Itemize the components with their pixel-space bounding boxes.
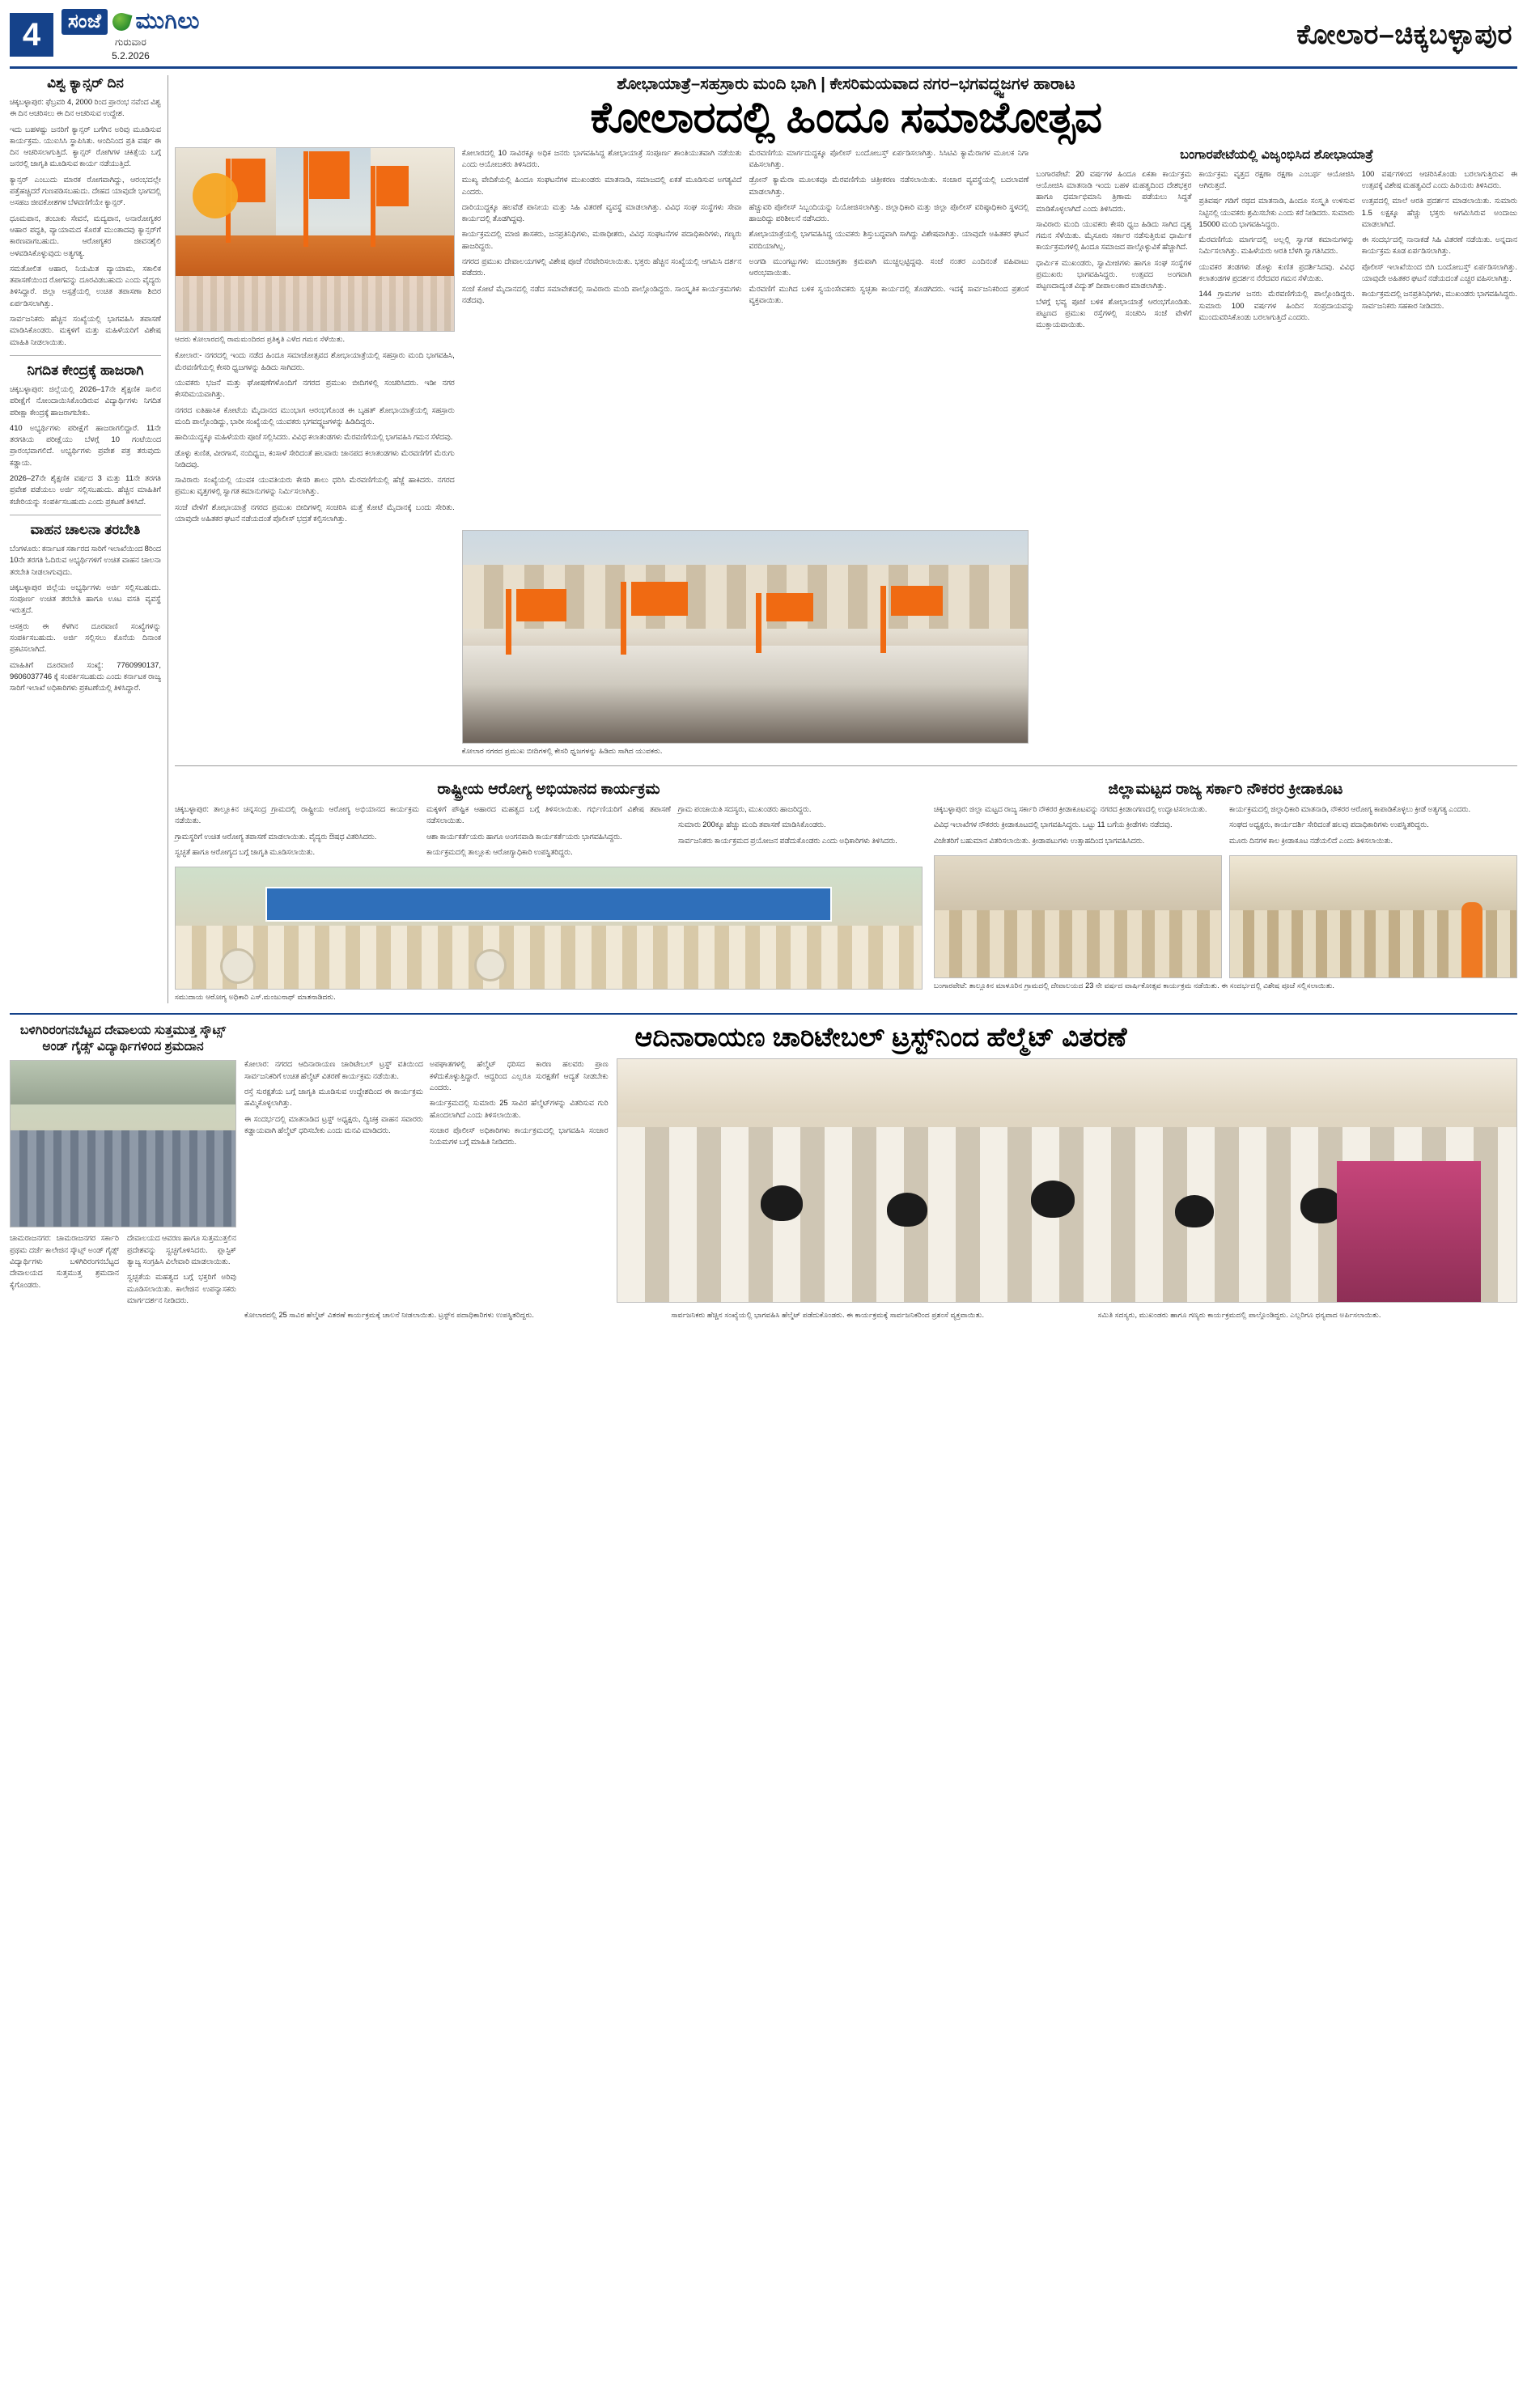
paragraph: ಸಮತೋಲಿತ ಆಹಾರ, ನಿಯಮಿತ ವ್ಯಾಯಾಮ, ಸಕಾಲಿಕ ತಪಾಸಣೆಯಿಂದ ರೋಗವನ್ನು ದೂರವಿಡಬಹುದು ಎಂದು ವೈದ್ಯರು ತಿಳಿಸಿದ್ದಾರೆ. ಜಿಲ್ಲಾ ಆಸ್ಪತ್ರೆಯಲ್ಲಿ ಉಚಿತ ತಪಾಸಣಾ ಶಿಬಿರ ಏರ್ಪಡಿಸಲಾಗಿತ್ತು.	[10, 263, 161, 307]
rail-story-1-title: ವಿಶ್ವ ಕ್ಯಾನ್ಸರ್ ದಿನ	[47, 75, 124, 91]
paragraph: ಗ್ರಾಮ ಪಂಚಾಯಿತಿ ಸದಸ್ಯರು, ಮುಖಂಡರು ಹಾಜರಿದ್ದರು.	[677, 804, 812, 814]
paragraph: ಸಾರ್ವಜನಿಕರು ಕಾರ್ಯಕ್ರಮದ ಪ್ರಯೋಜನ ಪಡೆದುಕೊಂಡರು ಎಂದು ಅಧಿಕಾರಿಗಳು ತಿಳಿಸಿದರು.	[677, 835, 897, 845]
procession-photo-1	[175, 147, 455, 332]
lead-column-2-text	[462, 147, 742, 307]
health-col-1	[175, 803, 419, 862]
publication-logo	[62, 8, 200, 61]
paragraph: ಬೆಳಗ್ಗೆ ಭವ್ಯ ಪೂಜೆ ಬಳಿಕ ಶೋಭಾಯಾತ್ರೆ ಆರಂಭಗೊಂಡಿತು. ಪಟ್ಟಣದ ಪ್ರಮುಖ ರಸ್ತೆಗಳಲ್ಲಿ ಸಂಚರಿಸಿ ಸಂಜೆ ವೇಳೆಗೆ ಮುಕ್ತಾಯವಾಯಿತು.	[1036, 296, 1192, 329]
paragraph: ಕಾರ್ಯಕ್ರಮ ವೃತ್ತದ ರಕ್ಷಣಾ ರಕ್ಷಣಾ ಎಂಬರ್ಥ ಆಯೋಜಿಸಿ ಆಗಿರುತ್ತದೆ.	[1198, 168, 1355, 189]
rail-story-3-body	[10, 543, 161, 694]
paragraph: ಧಾರ್ಮಿಕ ಮುಖಂಡರು, ಸ್ವಾಮೀಜಿಗಳು ಹಾಗೂ ಸಂಘ ಸಂಸ್ಥೆಗಳ ಪ್ರಮುಖರು ಭಾಗವಹಿಸಿದ್ದರು. ಉತ್ಸವದ ಅಂಗವಾಗಿ ಪಟ್ಟಣದಾದ್ಯಂತ ವಿದ್ಯುತ್ ದೀಪಾಲಂಕಾರ ಮಾಡಲಾಗಿತ್ತು.	[1036, 257, 1192, 290]
content-area	[175, 75, 1517, 1003]
paragraph: ಮುಖ್ಯ ವೇದಿಕೆಯಲ್ಲಿ ಹಿಂದೂ ಸಂಘಟನೆಗಳ ಮುಖಂಡರು ಮಾತನಾಡಿ, ಸಮಾಜದಲ್ಲಿ ಏಕತೆ ಮೂಡಿಸುವ ಅಗತ್ಯವಿದೆ ಎಂದರು.	[461, 175, 742, 196]
paragraph: ಚಿಕ್ಕಬಳ್ಳಾಪುರ ಜಿಲ್ಲೆಯ ಅಭ್ಯರ್ಥಿಗಳು ಅರ್ಜಿ ಸಲ್ಲಿಸಬಹುದು. ಸಂಪೂರ್ಣ ಉಚಿತ ತರಬೇತಿ ಹಾಗೂ ಊಟ ವಸತಿ ವ್ಯವಸ್ಥೆ ಇರುತ್ತದೆ.	[10, 582, 161, 615]
masthead-date: 5.2.2026	[112, 50, 150, 61]
paragraph: ಗ್ರಾಮಸ್ಥರಿಗೆ ಉಚಿತ ಆರೋಗ್ಯ ತಪಾಸಣೆ ಮಾಡಲಾಯಿತು. ವೈದ್ಯರು ಔಷಧ ವಿತರಿಸಿದರು.	[175, 831, 377, 841]
paragraph: 2026–27ನೇ ಶೈಕ್ಷಣಿಕ ವರ್ಷದ 3 ಮತ್ತು 11ನೇ ತರಗತಿ ಪ್ರವೇಶ ಪಡೆಯಲು ಅರ್ಜಿ ಸಲ್ಲಿಸಬಹುದು. ಹೆಚ್ಚಿನ ಮಾಹಿತಿಗೆ ಕಚೇರಿಯನ್ನು ಸಂಪರ್ಕಿಸಬಹುದು ಎಂದು ಪ್ರಕಟಣೆ ತಿಳಿಸಿದೆ.	[10, 473, 161, 506]
paragraph: ಕಾರ್ಯಕ್ರಮದಲ್ಲಿ ತಾಲ್ಲೂಕು ಆರೋಗ್ಯಾಧಿಕಾರಿ ಉಪಸ್ಥಿತರಿದ್ದರು.	[426, 846, 573, 856]
photo-2-caption: ಕೋಲಾರ ನಗರದ ಪ್ರಮುಖ ಬೀದಿಗಳಲ್ಲಿ ಕೇಸರಿ ಧ್ವಜಗಳನ್ನು ಹಿಡಿದು ಸಾಗಿದ ಯುವಕರು.	[461, 747, 663, 756]
paragraph: ಪ್ರತಿವರ್ಷ ಗಡಿಗೆ ರಥದ ಮಾತನಾಡಿ, ಹಿಂದೂ ಸಂಸ್ಕೃತಿ ಉಳಿಸುವ ನಿಟ್ಟಿನಲ್ಲಿ ಯುವಕರು ಶ್ರಮಿಸಬೇಕು ಎಂದು ಕರೆ ನೀಡಿದರು. ಸುಮಾರು 15000 ಮಂದಿ ಭಾಗವಹಿಸಿದ್ದರು.	[1198, 196, 1355, 228]
health-col-2	[426, 803, 671, 862]
paragraph: ಈ ಸಂದರ್ಭದಲ್ಲಿ ನಾನಾಕಡೆ ಸಿಹಿ ವಿತರಣೆ ನಡೆಯಿತು. ಅನ್ನದಾನ ಕಾರ್ಯಕ್ರಮ ಕೂಡ ಏರ್ಪಡಿಸಲಾಗಿತ್ತು.	[1361, 235, 1517, 256]
paragraph: ಕಾರ್ಯಕ್ರಮದಲ್ಲಿ ಜಿಲ್ಲಾಧಿಕಾರಿ ಮಾತನಾಡಿ, ನೌಕರರ ಆರೋಗ್ಯ ಕಾಪಾಡಿಕೊಳ್ಳಲು ಕ್ರೀಡೆ ಅತ್ಯಗತ್ಯ ಎಂದರು.	[1228, 804, 1471, 814]
photo-1-caption: ಆದರು ಕೋಲಾರದಲ್ಲಿ ರಾಮಮಂದಿರದ ಪ್ರತಿಕೃತಿ ಎಳೆದ ಗಮನ ಸೆಳೆಯಿತು.	[175, 334, 346, 343]
rail-story-2-body	[10, 384, 161, 507]
paragraph: ಮಾಹಿತಿಗೆ ದೂರವಾಣಿ ಸಂಖ್ಯೆ: 7760990137, 9606037746 ಕ್ಕೆ ಸಂಪರ್ಕಿಸಬಹುದು ಎಂದು ಕರ್ನಾಟಕ ರಾಜ್ಯ ಸಾರಿಗೆ ಇಲಾಖೆ ಅಧಿಕಾರಿಗಳು ಪ್ರಕಟಣೆಯಲ್ಲಿ ತಿಳಿಸಿದ್ದಾರೆ.	[10, 659, 161, 693]
sports-story-columns	[934, 803, 1517, 850]
paragraph: ಬಂಗಾರಪೇಟೆ: 20 ವರ್ಷಗಳ ಹಿಂದೂ ಏಕತಾ ಕಾರ್ಯಕ್ರಮ ಆಯೋಜಿಸಿ ಮಾತನಾಡಿ ಇಂದು ಬಹಳ ಮಹತ್ವದಿಂದ ದೇಶಭಕ್ತರ ಹಾಗೂ ಧರ್ಮಾಭಿಮಾನಿ ತ್ರಿಣಾಮ ಪಡೆಯಲು ಸಿದ್ಧತೆ ಮಾಡಿಕೊಳ್ಳಲಾಗಿದೆ ಎಂದು ತಿಳಿಸಿದರು.	[1036, 168, 1192, 213]
paragraph: ಸಾರ್ವಜನಿಕರು ಹೆಚ್ಚಿನ ಸಂಖ್ಯೆಯಲ್ಲಿ ಭಾಗವಹಿಸಿ ತಪಾಸಣೆ ಮಾಡಿಸಿಕೊಂಡರು. ಮಕ್ಕಳಿಗೆ ಮತ್ತು ಮಹಿಳೆಯರಿಗೆ ವಿಶೇಷ ಮಾಹಿತಿ ನೀಡಲಾಯಿತು.	[10, 314, 161, 346]
rail-story-1-body	[10, 96, 161, 348]
paragraph: 144 ಗ್ರಾಮಗಳ ಜನರು ಮೆರವಣಿಗೆಯಲ್ಲಿ ಪಾಲ್ಗೊಂಡಿದ್ದರು. ಸುಮಾರು 100 ವರ್ಷಗಳ ಹಿಂದಿನ ಸಂಪ್ರದಾಯವನ್ನು ಮುಂದುವರಿಸಿಕೊಂಡು ಬರಲಾಗುತ್ತಿದೆ ಎಂದರು.	[1198, 289, 1355, 321]
paragraph: ಪೊಲೀಸ್ ಇಲಾಖೆಯಿಂದ ಬಿಗಿ ಬಂದೋಬಸ್ತ್ ಏರ್ಪಡಿಸಲಾಗಿತ್ತು. ಯಾವುದೇ ಅಹಿತಕರ ಘಟನೆ ನಡೆಯದಂತೆ ಎಚ್ಚರ ವಹಿಸಲಾಗಿತ್ತು.	[1361, 261, 1517, 283]
paragraph: ಹೆಚ್ಚುವರಿ ಪೊಲೀಸ್ ಸಿಬ್ಬಂದಿಯನ್ನು ನಿಯೋಜಿಸಲಾಗಿತ್ತು. ಜಿಲ್ಲಾಧಿಕಾರಿ ಮತ್ತು ಜಿಲ್ಲಾ ಪೊಲೀಸ್ ವರಿಷ್ಠಾಧಿಕಾರಿ ಸ್ಥಳದಲ್ಲಿ ಹಾಜರಿದ್ದು ಪರಿಶೀಲನೆ ನಡೆಸಿದರು.	[749, 201, 1029, 223]
health-story-title: ರಾಷ್ಟ್ರೀಯ ಆರೋಗ್ಯ ಅಭಿಯಾನದ ಕಾರ್ಯಕ್ರಮ	[437, 781, 660, 799]
right-story-col-2	[1199, 168, 1355, 335]
paragraph: ಯುವಕರ ತಂಡಗಳು ಡೊಳ್ಳು ಕುಣಿತ ಪ್ರದರ್ಶಿಸಿದವು. ವಿವಿಧ ಕಲಾತಂಡಗಳ ಪ್ರದರ್ಶನ ನೆರೆದವರ ಗಮನ ಸೆಳೆಯಿತು.	[1198, 261, 1355, 283]
paragraph: ಕಾರ್ಯಕ್ರಮದಲ್ಲಿ ಜನಪ್ರತಿನಿಧಿಗಳು, ಮುಖಂಡರು ಭಾಗವಹಿಸಿದ್ದರು. ಸಾರ್ವಜನಿಕರು ಸಹಕಾರ ನೀಡಿದರು.	[1361, 289, 1517, 310]
helmet-caption-2: ಸಾರ್ವಜನಿಕರು ಹೆಚ್ಚಿನ ಸಂಖ್ಯೆಯಲ್ಲಿ ಭಾಗವಹಿಸಿ ಹೆಲ್ಮೆಟ್ ಪಡೆದುಕೊಂಡರು. ಈ ಕಾರ್ಯಕ್ರಮಕ್ಕೆ ಸಾರ್ವಜನಿಕರಿಂದ ಪ್ರಶಂಸೆ ವ್ಯಕ್ತವಾಯಿತು.	[671, 1311, 984, 1320]
sports-story	[934, 773, 1517, 1003]
helmet-distribution-photo	[617, 1058, 1517, 1303]
paragraph: ಮೆರವಣಿಗೆ ಮುಗಿದ ಬಳಿಕ ಸ್ವಯಂಸೇವಕರು ಸ್ವಚ್ಛತಾ ಕಾರ್ಯದಲ್ಲಿ ತೊಡಗಿದರು. ಇದಕ್ಕೆ ಸಾರ್ವಜನಿಕರಿಂದ ಪ್ರಶಂಸೆ ವ್ಯಕ್ತವಾಯಿತು.	[749, 283, 1029, 304]
bottom-right-grid	[244, 1058, 1517, 1303]
rail-story-3-title: ವಾಹನ ಚಾಲನಾ ತರಬೇತಿ	[30, 521, 141, 537]
sports-photo-row	[934, 855, 1517, 978]
lead-column-3	[749, 147, 1029, 529]
paragraph: ಸಂಜೆ ವೇಳೆಗೆ ಶೋಭಾಯಾತ್ರೆ ನಗರದ ಪ್ರಮುಖ ಬೀದಿಗಳಲ್ಲಿ ಸಂಚರಿಸಿ ಮತ್ತೆ ಕೋಟೆ ಮೈದಾನಕ್ಕೆ ಬಂದು ಸೇರಿತು. ಯಾವುದೇ ಅಹಿತಕರ ಘಟನೆ ನಡೆಯದಂತೆ ಪೊಲೀಸ್ ಭದ್ರತೆ ಕಲ್ಪಿಸಲಾಗಿತ್ತು.	[175, 502, 455, 523]
paragraph: ಸಂಜೆ ಕೋಟೆ ಮೈದಾನದಲ್ಲಿ ನಡೆದ ಸಮಾವೇಶದಲ್ಲಿ ಸಾವಿರಾರು ಮಂದಿ ಪಾಲ್ಗೊಂಡಿದ್ದರು. ಸಾಂಸ್ಕೃತಿಕ ಕಾರ್ಯಕ್ರಮಗಳು ನಡೆದವು.	[461, 283, 742, 304]
paragraph: ರಸ್ತೆ ಸುರಕ್ಷತೆಯ ಬಗ್ಗೆ ಜಾಗೃತಿ ಮೂಡಿಸುವ ಉದ್ದೇಶದಿಂದ ಈ ಕಾರ್ಯಕ್ರಮ ಹಮ್ಮಿಕೊಳ್ಳಲಾಗಿತ್ತು.	[244, 1086, 423, 1108]
page-number: 4	[10, 13, 53, 57]
paragraph: ವಿಜೇತರಿಗೆ ಬಹುಮಾನ ವಿತರಿಸಲಾಯಿತು. ಕ್ರೀಡಾಪಟುಗಳು ಉತ್ಸಾಹದಿಂದ ಭಾಗವಹಿಸಿದರು.	[933, 835, 1145, 845]
paragraph: ಮಕ್ಕಳಿಗೆ ಪೌಷ್ಟಿಕ ಆಹಾರದ ಮಹತ್ವದ ಬಗ್ಗೆ ತಿಳಿಸಲಾಯಿತು. ಗರ್ಭಿಣಿಯರಿಗೆ ವಿಶೇಷ ತಪಾಸಣೆ ನಡೆಸಲಾಯಿತು.	[426, 804, 671, 825]
paragraph: ಕಾರ್ಯಕ್ರಮದಲ್ಲಿ ಸುಮಾರು 25 ಸಾವಿರ ಹೆಲ್ಮೆಟ್‌ಗಳನ್ನು ವಿತರಿಸುವ ಗುರಿ ಹೊಂದಲಾಗಿದೆ ಎಂದು ತಿಳಿಸಲಾಯಿತು.	[429, 1098, 609, 1119]
sports-photo-caption: ಬಂಗಾರಪೇಟೆ: ತಾಲ್ಲೂಕಿನ ಮಾಳೂರಿನ ಗ್ರಾಮದಲ್ಲಿ ದೇವಾಲಯದ 23 ನೇ ವರ್ಷದ ವಾರ್ಷಿಕೋತ್ಸವ ಕಾರ್ಯಕ್ರಮ ನಡೆಯಿತು. ಈ ಸಂದರ್ಭದಲ್ಲಿ ವಿಶೇಷ ಪೂಜೆ ಸಲ್ಲಿಸಲಾಯಿತು.	[933, 981, 1334, 990]
leaf-icon	[111, 11, 133, 32]
paragraph: ಕೋಲಾರ:- ನಗರದಲ್ಲಿ ಇಂದು ನಡೆದ ಹಿಂದೂ ಸಮಾಜೋತ್ಸವದ ಶೋಭಾಯಾತ್ರೆಯಲ್ಲಿ ಸಹಸ್ರಾರು ಮಂದಿ ಭಾಗವಹಿಸಿ, ಮೆರವಣಿಗೆಯಲ್ಲಿ ಕೇಸರಿ ಧ್ವಜಗಳನ್ನು ಹಿಡಿದು ಸಾಗಿದರು.	[175, 350, 455, 371]
paragraph: ಚಿಕ್ಕಬಳ್ಳಾಪುರ: ಜಿಲ್ಲಾ ಮಟ್ಟದ ರಾಜ್ಯ ಸರ್ಕಾರಿ ನೌಕರರ ಕ್ರೀಡಾಕೂಟವನ್ನು ನಗರದ ಕ್ರೀಡಾಂಗಣದಲ್ಲಿ ಉದ್ಘಾಟಿಸಲಾಯಿತು.	[933, 804, 1207, 814]
lead-column-3-text	[749, 147, 1029, 307]
sports-story-title: ಜಿಲ್ಲಾಮಟ್ಟದ ರಾಜ್ಯ ಸರ್ಕಾರಿ ನೌಕರರ ಕ್ರೀಡಾಕೂಟ	[1108, 781, 1343, 799]
paragraph: ಆಸಕ್ತರು ಈ ಕೆಳಗಿನ ದೂರವಾಣಿ ಸಂಖ್ಯೆಗಳನ್ನು ಸಂಪರ್ಕಿಸಬಹುದು. ಅರ್ಜಿ ಸಲ್ಲಿಸಲು ಕೊನೆಯ ದಿನಾಂಕ ಪ್ರಕಟಿಸಲಾಗಿದೆ.	[10, 621, 161, 654]
paragraph: ಅಂಗಡಿ ಮುಂಗಟ್ಟುಗಳು ಮುಂಜಾಗ್ರತಾ ಕ್ರಮವಾಗಿ ಮುಚ್ಚಲ್ಪಟ್ಟಿದ್ದವು. ಸಂಜೆ ನಂತರ ಎಂದಿನಂತೆ ವಹಿವಾಟು ಆರಂಭವಾಯಿತು.	[749, 256, 1029, 278]
paragraph: ಮೆರವಣಿಗೆಯ ಮಾರ್ಗದುದ್ದಕ್ಕೂ ಪೊಲೀಸ್ ಬಂದೋಬಸ್ತ್ ಏರ್ಪಡಿಸಲಾಗಿತ್ತು. ಸಿಸಿಟಿವಿ ಕ್ಯಾಮೆರಾಗಳ ಮೂಲಕ ನಿಗಾ ವಹಿಸಲಾಗಿತ್ತು.	[749, 147, 1029, 168]
paragraph: ಮೂರು ದಿನಗಳ ಕಾಲ ಕ್ರೀಡಾಕೂಟ ನಡೆಯಲಿದೆ ಎಂದು ತಿಳಿಸಲಾಯಿತು.	[1228, 835, 1393, 845]
logo-badge-text: ಸಂಜೆ	[62, 9, 108, 35]
health-story-columns	[175, 803, 923, 862]
lead-kicker: ಶೋಭಾಯಾತ್ರೆ–ಸಹಸ್ರಾರು ಮಂದಿ ಭಾಗಿ | ಕೇಸರಿಮಯವಾದ ನಗರ–ಭಗವದ್ಧ್ವಜಗಳ ಹಾರಾಟ	[617, 75, 1075, 93]
paragraph: ದಾರಿಯುದ್ದಕ್ಕೂ ಹಲವೆಡೆ ಪಾನೀಯ ಮತ್ತು ಸಿಹಿ ವಿತರಣೆ ವ್ಯವಸ್ಥೆ ಮಾಡಲಾಗಿತ್ತು. ವಿವಿಧ ಸಂಘ ಸಂಸ್ಥೆಗಳು ಸೇವಾ ಕಾರ್ಯದಲ್ಲಿ ತೊಡಗಿದ್ದವು.	[461, 201, 742, 223]
right-story-columns	[1036, 168, 1517, 335]
paragraph: ಕೋಲಾರದಲ್ಲಿ 10 ಸಾವಿರಕ್ಕೂ ಅಧಿಕ ಜನರು ಭಾಗವಹಿಸಿದ್ದ ಶೋಭಾಯಾತ್ರೆ ಸಂಪೂರ್ಣ ಶಾಂತಿಯುತವಾಗಿ ನಡೆಯಿತು ಎಂದು ಆಯೋಜಕರು ತಿಳಿಸಿದರು.	[461, 147, 742, 168]
paragraph: ಉತ್ಸವದಲ್ಲಿ ಮಾಲೆ ಆರತಿ ಪ್ರದರ್ಶನ ಮಾಡಲಾಯಿತು. ಸುಮಾರು 1.5 ಲಕ್ಷಕ್ಕೂ ಹೆಚ್ಚು ಭಕ್ತರು ಆಗಮಿಸಿರುವ ಅಂದಾಜು ಮಾಡಲಾಗಿದೆ.	[1361, 196, 1517, 228]
paragraph: ನಗರದ ಐತಿಹಾಸಿಕ ಕೋಟೆಯ ಮೈದಾನದ ಮುಂಭಾಗ ಆರಂಭಗೊಂಡ ಈ ಬೃಹತ್ ಶೋಭಾಯಾತ್ರೆಯಲ್ಲಿ ಸಹಸ್ರಾರು ಮಂದಿ ಪಾಲ್ಗೊಂಡಿದ್ದು, ಭಾರೀ ಸಂಖ್ಯೆಯಲ್ಲಿ ಯುವಕರು ಭಗವದ್ಧ್ವಜಗಳನ್ನು ಹಿಡಿದಿದ್ದರು.	[175, 405, 455, 426]
rail-story-2-title: ನಿಗದಿತ ಕೇಂದ್ರಕ್ಕೆ ಹಾಜರಾಗಿ	[27, 362, 144, 378]
health-photo-caption: ಸಮುದಾಯ ಆರೋಗ್ಯ ಅಧಿಕಾರಿ ಎಸ್.ಮಂಜುನಾಥ್ ಮಾತನಾಡಿದರು.	[175, 993, 336, 1002]
bottom-left-story	[10, 1023, 236, 1321]
paragraph: ಚಾಮರಾಜನಗರ: ಚಾಮರಾಜನಗರ ಸರ್ಕಾರಿ ಪ್ರಥಮ ದರ್ಜೆ ಕಾಲೇಜಿನ ಸ್ಕೌಟ್ಸ್ ಅಂಡ್ ಗೈಡ್ಸ್ ವಿದ್ಯಾರ್ಥಿಗಳು ಬಳಿಗಿರಿರಂಗನಬೆಟ್ಟದ ದೇವಾಲಯದ ಸುತ್ತಮುತ್ತ ಶ್ರಮದಾನ ಕೈಗೊಂಡರು.	[10, 1233, 119, 1289]
paragraph: ವಿವಿಧ ಇಲಾಖೆಗಳ ನೌಕರರು ಕ್ರೀಡಾಕೂಟದಲ್ಲಿ ಭಾಗವಹಿಸಿದ್ದರು. ಒಟ್ಟು 11 ಬಗೆಯ ಕ್ರೀಡೆಗಳು ನಡೆದವು.	[933, 820, 1173, 829]
logo-row	[62, 8, 200, 35]
paragraph: 410 ಅಭ್ಯರ್ಥಿಗಳು ಪರೀಕ್ಷೆಗೆ ಹಾಜರಾಗಲಿದ್ದಾರೆ. 11ನೇ ತರಗತಿಯ ಪರೀಕ್ಷೆಯು ಬೆಳಗ್ಗೆ 10 ಗಂಟೆಯಿಂದ ಪ್ರಾರಂಭವಾಗಲಿದೆ. ಅಭ್ಯರ್ಥಿಗಳು ಪ್ರವೇಶ ಪತ್ರ ತರುವುದು ಕಡ್ಡಾಯ.	[10, 422, 161, 467]
bottom-right-story	[244, 1023, 1517, 1321]
paragraph: ಡ್ರೋನ್ ಕ್ಯಾಮೆರಾ ಮೂಲಕವೂ ಮೆರವಣಿಗೆಯ ಚಿತ್ರೀಕರಣ ನಡೆಸಲಾಯಿತು. ಸಂಚಾರ ವ್ಯವಸ್ಥೆಯಲ್ಲಿ ಬದಲಾವಣೆ ಮಾಡಲಾಗಿತ್ತು.	[749, 175, 1029, 196]
sports-col-2	[1229, 803, 1517, 850]
right-story-title: ಬಂಗಾರಪೇಟೆಯಲ್ಲಿ ವಿಜೃಂಭಿಸಿದ ಶೋಭಾಯಾತ್ರೆ	[1180, 147, 1374, 162]
paragraph: ಚಿಕ್ಕಬಳ್ಳಾಪುರ: ತಾಲ್ಲೂಕಿನ ಚಿನ್ನಸಂದ್ರ ಗ್ರಾಮದಲ್ಲಿ ರಾಷ್ಟ್ರೀಯ ಆರೋಗ್ಯ ಅಭಿಯಾನದ ಕಾರ್ಯಕ್ರಮ ನಡೆಯಿತು.	[175, 804, 419, 825]
bottom-right-text	[244, 1058, 609, 1303]
lead-headline: ಕೋಲಾರದಲ್ಲಿ ಹಿಂದೂ ಸಮಾಜೋತ್ಸವ	[590, 94, 1102, 142]
bottom-left-body	[10, 1232, 236, 1306]
paragraph: 100 ವರ್ಷಗಳಿಂದ ಆಚರಿಸಿಕೊಂಡು ಬರಲಾಗುತ್ತಿರುವ ಈ ಉತ್ಸವಕ್ಕೆ ವಿಶೇಷ ಮಹತ್ವವಿದೆ ಎಂದು ಹಿರಿಯರು ತಿಳಿಸಿದರು.	[1361, 168, 1517, 189]
paragraph: ಧೂಮಪಾನ, ತಂಬಾಕು ಸೇವನೆ, ಮದ್ಯಪಾನ, ಅನಾರೋಗ್ಯಕರ ಆಹಾರ ಪದ್ಧತಿ, ವ್ಯಾಯಾಮದ ಕೊರತೆ ಮುಂತಾದವು ಕ್ಯಾನ್ಸರ್‌ಗೆ ಕಾರಣವಾಗಬಹುದು. ಆರೋಗ್ಯಕರ ಜೀವನಶೈಲಿ ಅಳವಡಿಸಿಕೊಳ್ಳುವುದು ಅತ್ಯಗತ್ಯ.	[10, 213, 161, 257]
paragraph: ದೇವಾಲಯದ ಆವರಣ ಹಾಗೂ ಸುತ್ತಮುತ್ತಲಿನ ಪ್ರದೇಶವನ್ನು ಸ್ವಚ್ಛಗೊಳಿಸಿದರು. ಪ್ಲಾಸ್ಟಿಕ್ ತ್ಯಾಜ್ಯ ಸಂಗ್ರಹಿಸಿ ವಿಲೇವಾರಿ ಮಾಡಲಾಯಿತು.	[127, 1233, 236, 1265]
paragraph: ನಗರದ ಪ್ರಮುಖ ದೇವಾಲಯಗಳಲ್ಲಿ ವಿಶೇಷ ಪೂಜೆ ನೆರವೇರಿಸಲಾಯಿತು. ಭಕ್ತರು ಹೆಚ್ಚಿನ ಸಂಖ್ಯೆಯಲ್ಲಿ ಆಗಮಿಸಿ ದರ್ಶನ ಪಡೆದರು.	[461, 256, 742, 278]
bottom-section	[10, 1023, 1517, 1321]
lead-column-1-text	[175, 350, 455, 524]
lead-photo-row	[175, 530, 1517, 757]
lead-column-2	[462, 147, 742, 529]
paragraph: ಈ ಸಂದರ್ಭದಲ್ಲಿ ಮಾತನಾಡಿದ ಟ್ರಸ್ಟ್ ಅಧ್ಯಕ್ಷರು, ದ್ವಿಚಕ್ರ ವಾಹನ ಸವಾರರು ಕಡ್ಡಾಯವಾಗಿ ಹೆಲ್ಮೆಟ್ ಧರಿಸಬೇಕು ಎಂದು ಮನವಿ ಮಾಡಿದರು.	[244, 1113, 423, 1134]
paragraph: ಕಾರ್ಯಕ್ರಮದಲ್ಲಿ ಮಾಜಿ ಶಾಸಕರು, ಜನಪ್ರತಿನಿಧಿಗಳು, ಮಠಾಧೀಶರು, ವಿವಿಧ ಸಂಘಟನೆಗಳ ಪದಾಧಿಕಾರಿಗಳು, ಗಣ್ಯರು ಹಾಜರಿದ್ದರು.	[461, 229, 742, 250]
masthead-left	[10, 8, 200, 61]
left-rail	[10, 75, 168, 1003]
sports-photo-2	[1229, 855, 1517, 978]
paragraph: ಯುವಕರು ಭಜನೆ ಮತ್ತು ಘೋಷಣೆಗಳೊಂದಿಗೆ ನಗರದ ಪ್ರಮುಖ ಬೀದಿಗಳಲ್ಲಿ ಸಂಚರಿಸಿದರು. ಇಡೀ ನಗರ ಕೇಸರಿಮಯವಾಗಿತ್ತು.	[175, 378, 455, 399]
right-story-col-1	[1036, 168, 1191, 335]
bottom-right-col-2	[430, 1058, 609, 1303]
paragraph: ಹಾದಿಯುದ್ದಕ್ಕೂ ಮಹಿಳೆಯರು ಪೂಜೆ ಸಲ್ಲಿಸಿದರು. ವಿವಿಧ ಕಲಾತಂಡಗಳು ಮೆರವಣಿಗೆಯಲ್ಲಿ ಭಾಗವಹಿಸಿ ಗಮನ ಸೆಳೆದವು.	[175, 432, 453, 442]
main-grid	[10, 75, 1517, 1003]
logo-word-text: ಮುಗಿಲು	[135, 8, 200, 33]
paragraph: ಚಿಕ್ಕಬಳ್ಳಾಪುರ: ಜಿಲ್ಲೆಯಲ್ಲಿ 2026–17ನೇ ಶೈಕ್ಷಣಿಕ ಸಾಲಿನ ಪರೀಕ್ಷೆಗೆ ನೋಂದಾಯಿಸಿಕೊಂಡಿರುವ ವಿದ್ಯಾರ್ಥಿಗಳು ನಿಗದಿತ ಪರೀಕ್ಷಾ ಕೇಂದ್ರಕ್ಕೆ ಹಾಜರಾಗಬೇಕು.	[10, 384, 161, 417]
right-story	[1036, 147, 1517, 529]
bottom-right-col-1	[244, 1058, 423, 1303]
helmet-caption-3: ಸಮಿತಿ ಸದಸ್ಯರು, ಮುಖಂಡರು ಹಾಗೂ ಗಣ್ಯರು ಕಾರ್ಯಕ್ರಮದಲ್ಲಿ ಪಾಲ್ಗೊಂಡಿದ್ದರು. ಎಲ್ಲರಿಗೂ ಧನ್ಯವಾದ ಅರ್ಪಿಸಲಾಯಿತು.	[1097, 1311, 1381, 1320]
paragraph: ಕೋಲಾರ: ನಗರದ ಆದಿನಾರಾಯಣ ಚಾರಿಟೇಬಲ್ ಟ್ರಸ್ಟ್ ವತಿಯಿಂದ ಸಾರ್ವಜನಿಕರಿಗೆ ಉಚಿತ ಹೆಲ್ಮೆಟ್ ವಿತರಣೆ ಕಾರ್ಯಕ್ರಮ ನಡೆಯಿತು.	[244, 1059, 423, 1080]
health-story	[175, 773, 923, 1003]
lead-column-1	[175, 147, 455, 529]
secondary-stories	[175, 773, 1517, 1003]
masthead	[10, 8, 1517, 69]
paragraph: ಚಿಕ್ಕಬಳ್ಳಾಪುರ: ಫೆಬ್ರವರಿ 4, 2000 ರಿಂದ ಪ್ರಾರಂಭ ನವೆಂದ ವಿಶ್ವ ಈ ದಿನ ಆಚರಿಸಲು ಈ ದಿನ ಆಚರಿಸುವ ಉದ್ದೇಶ.	[10, 97, 161, 118]
paragraph: ಡೊಳ್ಳು ಕುಣಿತ, ವೀರಗಾಸೆ, ನಂದಿಧ್ವಜ, ಕಂಸಾಳೆ ಸೇರಿದಂತೆ ಹಲವಾರು ಜಾನಪದ ಕಲಾತಂಡಗಳು ಮೆರವಣಿಗೆಗೆ ಮೆರುಗು ನೀಡಿದವು.	[175, 447, 455, 468]
paragraph: ಸಂಘದ ಅಧ್ಯಕ್ಷರು, ಕಾರ್ಯದರ್ಶಿ ಸೇರಿದಂತೆ ಹಲವು ಪದಾಧಿಕಾರಿಗಳು ಉಪಸ್ಥಿತರಿದ್ದರು.	[1228, 820, 1429, 829]
paragraph: ಶೋಭಾಯಾತ್ರೆಯಲ್ಲಿ ಭಾಗವಹಿಸಿದ್ದ ಯುವಕರು ಶಿಸ್ತುಬದ್ಧವಾಗಿ ಸಾಗಿದ್ದು ವಿಶೇಷವಾಗಿತ್ತು. ಯಾವುದೇ ಅಹಿತಕರ ಘಟನೆ ವರದಿಯಾಗಿಲ್ಲ.	[749, 229, 1029, 250]
sports-photo-1	[934, 855, 1222, 978]
bottom-right-captions	[244, 1308, 1517, 1321]
bottom-right-title: ಆದಿನಾರಾಯಣ ಚಾರಿಟೇಬಲ್ ಟ್ರಸ್ಟ್‌ನಿಂದ ಹೆಲ್ಮೆಟ್ ವಿತರಣೆ	[634, 1022, 1127, 1053]
paragraph: ಸಾವಿರಾರು ಮಂದಿ ಯುವಕರು ಕೇಸರಿ ಧ್ವಜ ಹಿಡಿದು ಸಾಗಿದ ದೃಶ್ಯ ಗಮನ ಸೆಳೆಯಿತು. ಮೈಸೂರು ಸರ್ಕಾರ ನಡೆಸುತ್ತಿರುವ ಧಾರ್ಮಿಕ ಕಾರ್ಯಕ್ರಮಗಳಲ್ಲಿ ಹಿಂದೂ ಸಮಾಜದ ಪಾಲ್ಗೊಳ್ಳುವಿಕೆ ಹೆಚ್ಚಾಗಿದೆ.	[1036, 218, 1192, 252]
bottom-left-title: ಬಳಿಗಿರಿರಂಗನಬೆಟ್ಟದ ದೇವಾಲಯ ಸುತ್ತಮುತ್ತ ಸ್ಕೌಟ್ಸ್ ಅಂಡ್ ಗೈಡ್ಸ್ ವಿದ್ಯಾರ್ಥಿಗಳಿಂದ ಶ್ರಮದಾನ	[19, 1024, 227, 1054]
paragraph: ಅಪಘಾತಗಳಲ್ಲಿ ಹೆಲ್ಮೆಟ್ ಧರಿಸದ ಕಾರಣ ಹಲವರು ಪ್ರಾಣ ಕಳೆದುಕೊಳ್ಳುತ್ತಿದ್ದಾರೆ. ಆದ್ದರಿಂದ ಎಲ್ಲರೂ ಸುರಕ್ಷತೆಗೆ ಆದ್ಯತೆ ನೀಡಬೇಕು ಎಂದರು.	[429, 1059, 609, 1092]
section-divider	[10, 1013, 1517, 1015]
paragraph: ಸ್ವಚ್ಛತೆ ಹಾಗೂ ಆರೋಗ್ಯದ ಬಗ್ಗೆ ಜಾಗೃತಿ ಮೂಡಿಸಲಾಯಿತು.	[175, 846, 316, 856]
procession-photo-2	[462, 530, 1029, 744]
paragraph: ಸುಮಾರು 200ಕ್ಕೂ ಹೆಚ್ಚು ಮಂದಿ ತಪಾಸಣೆ ಮಾಡಿಸಿಕೊಂಡರು.	[677, 820, 826, 829]
paragraph: ಇದು ಬಹಳಷ್ಟು ಜನರಿಗೆ ಕ್ಯಾನ್ಸರ್ ಬಗೆಗಿನ ಅರಿವು ಮೂಡಿಸುವ ಕಾರ್ಯಕ್ರಮ. ಯುಐಸಿಸಿ ಸ್ಥಾಪಿಸಿತು. ಆಂದಿನಿಂದ ಪ್ರತಿ ವರ್ಷ ಈ ದಿನ ಆಚರಿಸಲಾಗುತ್ತಿದೆ. ಕ್ಯಾನ್ಸರ್ ರೋಗಿಗಳ ಚಿಕಿತ್ಸೆಯ ಬಗ್ಗೆ ಜನರಲ್ಲಿ ಜಾಗೃತಿ ಮೂಡಿಸುವ ಕಾರ್ಯ ನಡೆಯುತ್ತಿದೆ.	[10, 124, 161, 168]
health-photo	[175, 867, 923, 990]
paragraph: ಬೆಂಗಳೂರು: ಕರ್ನಾಟಕ ಸರ್ಕಾರದ ಸಾರಿಗೆ ಇಲಾಖೆಯಿಂದ 8ರಿಂದ 10ನೇ ತರಗತಿ ಓದಿರುವ ಅಭ್ಯರ್ಥಿಗಳಿಗೆ ಉಚಿತ ವಾಹನ ಚಾಲನಾ ತರಬೇತಿ ನೀಡಲಾಗುವುದು.	[10, 543, 161, 576]
paragraph: ಸಾವಿರಾರು ಸಂಖ್ಯೆಯಲ್ಲಿ ಯುವಕ ಯುವತಿಯರು ಕೇಸರಿ ಶಾಲು ಧರಿಸಿ ಮೆರವಣಿಗೆಯಲ್ಲಿ ಹೆಜ್ಜೆ ಹಾಕಿದರು. ನಗರದ ಪ್ರಮುಖ ವೃತ್ತಗಳಲ್ಲಿ ಸ್ವಾಗತ ಕಮಾನುಗಳನ್ನು ನಿರ್ಮಿಸಲಾಗಿತ್ತು.	[175, 475, 455, 496]
health-col-3	[678, 803, 923, 862]
sports-col-1	[934, 803, 1222, 850]
helmet-caption-1: ಕೋಲಾರದಲ್ಲಿ 25 ಸಾವಿರ ಹೆಲ್ಮೆಟ್ ವಿತರಣೆ ಕಾರ್ಯಕ್ರಮಕ್ಕೆ ಚಾಲನೆ ನೀಡಲಾಯಿತು. ಟ್ರಸ್ಟ್‌ನ ಪದಾಧಿಕಾರಿಗಳು ಉಪಸ್ಥಿತರಿದ್ದರು.	[244, 1311, 534, 1320]
paragraph: ಸ್ವಚ್ಛತೆಯ ಮಹತ್ವದ ಬಗ್ಗೆ ಭಕ್ತರಿಗೆ ಅರಿವು ಮೂಡಿಸಲಾಯಿತು. ಕಾಲೇಜಿನ ಉಪನ್ಯಾಸಕರು ಮಾರ್ಗದರ್ಶನ ನೀಡಿದರು.	[127, 1272, 236, 1304]
divider	[175, 765, 1517, 766]
shramadana-photo	[10, 1060, 236, 1227]
paragraph: ಕ್ಯಾನ್ಸರ್ ಎಂಬುದು ಮಾರಕ ರೋಗವಾಗಿದ್ದು, ಆರಂಭದಲ್ಲೇ ಪತ್ತೆಹಚ್ಚಿದರೆ ಗುಣಪಡಿಸಬಹುದು. ದೇಹದ ಯಾವುದೇ ಭಾಗದಲ್ಲಿ ಅಸಹಜ ಜೀವಕೋಶಗಳ ಬೆಳವಣಿಗೆಯೇ ಕ್ಯಾನ್ಸರ್.	[10, 174, 161, 207]
right-story-col-3	[1362, 168, 1517, 335]
divider	[10, 355, 161, 356]
paragraph: ಮೆರವಣಿಗೆಯ ಮಾರ್ಗದಲ್ಲಿ ಅಲ್ಲಲ್ಲಿ ಸ್ವಾಗತ ಕಮಾನುಗಳನ್ನು ನಿರ್ಮಿಸಲಾಗಿತ್ತು. ಮಹಿಳೆಯರು ಆರತಿ ಬೆಳಗಿ ಸ್ವಾಗತಿಸಿದರು.	[1198, 235, 1355, 256]
paragraph: ಸಂಚಾರ ಪೊಲೀಸ್ ಅಧಿಕಾರಿಗಳು ಕಾರ್ಯಕ್ರಮದಲ್ಲಿ ಭಾಗವಹಿಸಿ ಸಂಚಾರ ನಿಯಮಗಳ ಬಗ್ಗೆ ಮಾಹಿತಿ ನೀಡಿದರು.	[429, 1125, 609, 1147]
edition-name: ಕೋಲಾರ–ಚಿಕ್ಕಬಳ್ಳಾಪುರ	[1296, 19, 1512, 50]
paragraph: ಆಶಾ ಕಾರ್ಯಕರ್ತೆಯರು ಹಾಗೂ ಅಂಗನವಾಡಿ ಕಾರ್ಯಕರ್ತೆಯರು ಭಾಗವಹಿಸಿದ್ದರು.	[426, 831, 622, 841]
masthead-weekday: ಗುರುವಾರ	[115, 36, 146, 48]
lead-grid	[175, 147, 1517, 529]
